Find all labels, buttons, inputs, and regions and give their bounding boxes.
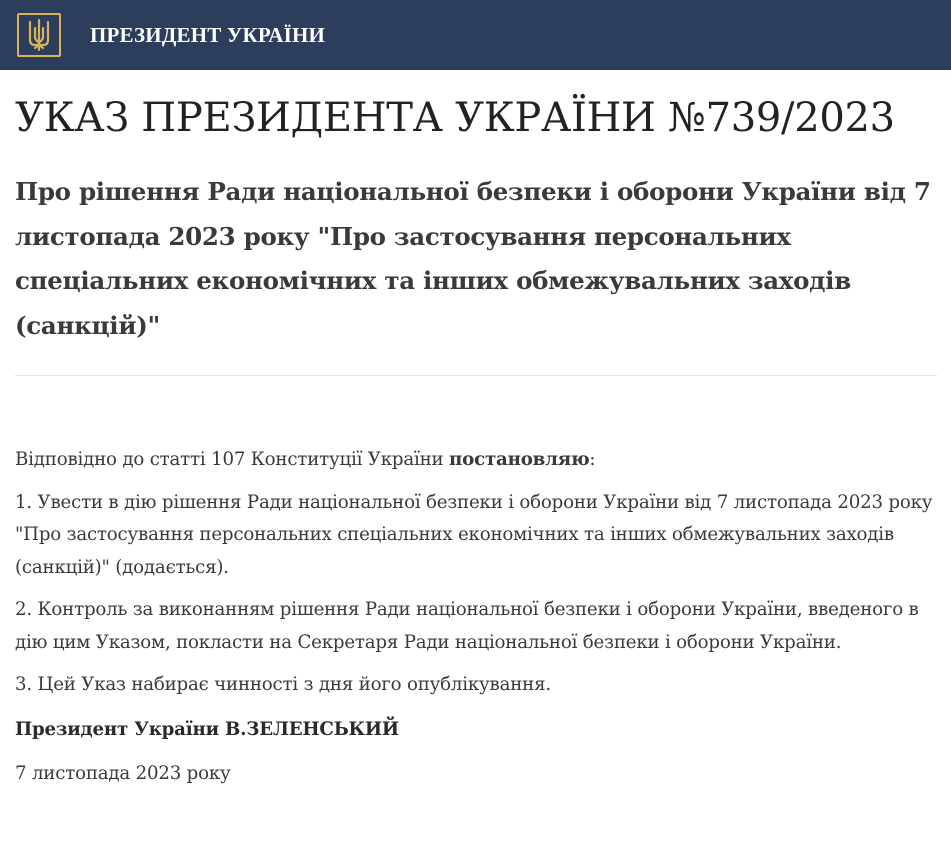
- decree-subtitle: Про рішення Ради національної безпеки і оборони України від 7 листопада 2023 року "Про застосування персональних спеціальних економічних та інших обмежувальних заходів (санкцій)": [15, 177, 931, 340]
- signature: Президент України В.ЗЕЛЕНСЬКИЙ: [15, 718, 399, 740]
- decree-item-1: 1. Увести в дію рішення Ради національної безпеки і оборони України від 7 листопада 2023 року "Про застосування персональних спеціальних економічних та інших обмежувальних заходів (санкцій)" (додається).: [15, 491, 933, 578]
- trident-icon: [26, 18, 52, 52]
- decree-intro: [15, 444, 937, 477]
- intro-tail: :: [589, 449, 596, 470]
- site-header: [0, 0, 951, 70]
- intro-text: Відповідно до статті 107 Конституції України: [15, 449, 450, 470]
- trident-coat-of-arms-icon[interactable]: [17, 13, 61, 57]
- decree-item-3: 3. Цей Указ набирає чинності з дня його опублікування.: [15, 674, 551, 695]
- site-name-link[interactable]: ПРЕЗИДЕНТ УКРАЇНИ: [90, 22, 326, 47]
- intro-bold: постановляю: [449, 449, 590, 470]
- decree-item-2: 2. Контроль за виконанням рішення Ради національної безпеки і оборони України, введеного в дію цим Указом, покласти на Секретаря Ради національної безпеки і оборони України.: [15, 599, 919, 653]
- divider: [15, 375, 937, 376]
- decree-title: УКАЗ ПРЕЗИДЕНТА УКРАЇНИ №739/2023: [15, 95, 895, 141]
- decree-body: [15, 444, 937, 791]
- decree-date: 7 листопада 2023 року: [15, 763, 231, 784]
- decree-content: [0, 94, 951, 791]
